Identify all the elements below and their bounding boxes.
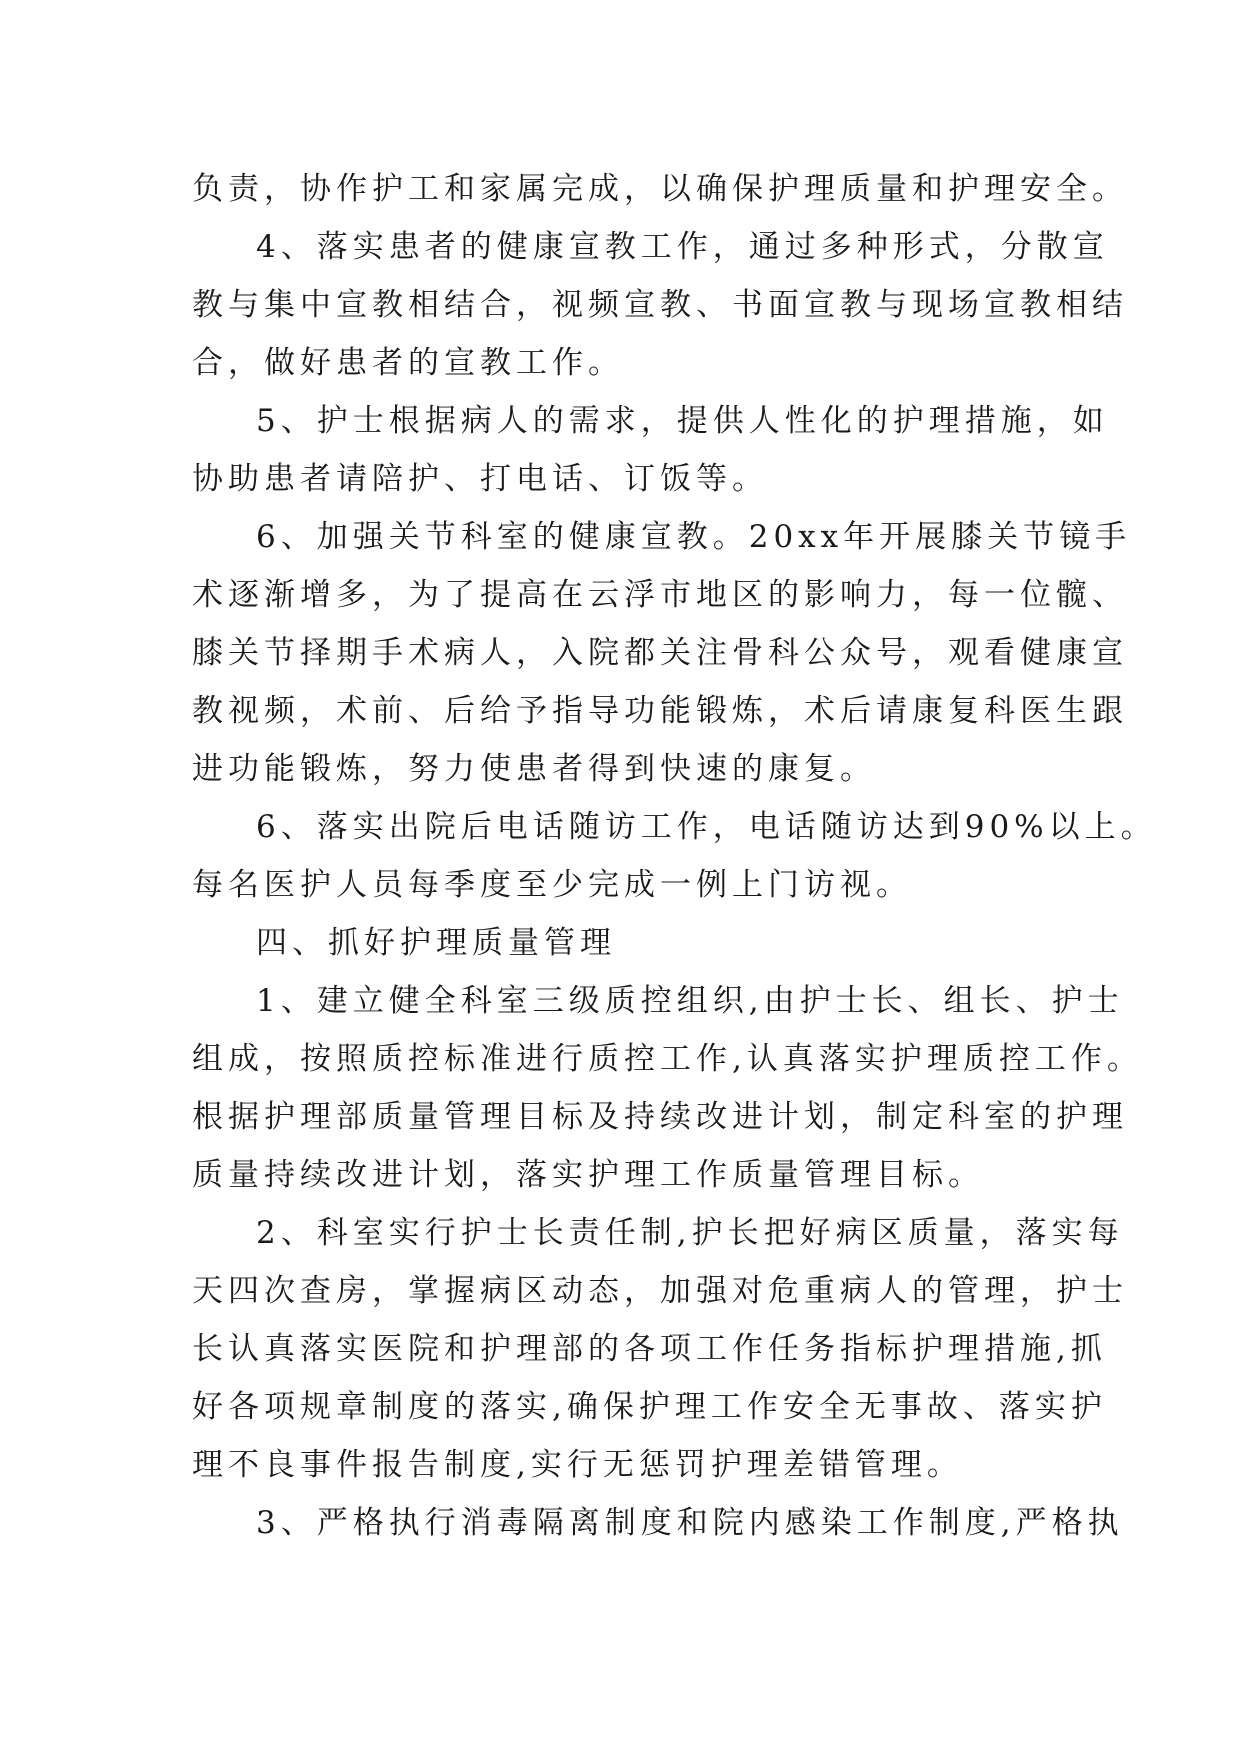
text-line: 教与集中宣教相结合，视频宣教、书面宣教与现场宣教相结: [192, 287, 1128, 323]
text-line: 长认真落实医院和护理部的各项工作任务指标护理措施,抓: [192, 1331, 1107, 1367]
text-line: 组成，按照质控标准进行质控工作,认真落实护理质控工作。: [192, 1041, 1143, 1077]
text-line: 术逐渐增多，为了提高在云浮市地区的影响力，每一位髋、: [192, 577, 1128, 613]
text-line: 好各项规章制度的落实,确保护理工作安全无事故、落实护: [192, 1389, 1107, 1425]
text-line: 协助患者请陪护、打电话、订饭等。: [192, 461, 768, 497]
text-line: 5、护士根据病人的需求，提供人性化的护理措施，如: [256, 403, 1109, 439]
text-line: 6、加强关节科室的健康宣教。20xx年开展膝关节镜手: [256, 519, 1132, 555]
text-line: 进功能锻炼，努力使患者得到快速的康复。: [192, 751, 876, 787]
text-line: 3、严格执行消毒隔离制度和院内感染工作制度,严格执: [256, 1505, 1124, 1541]
text-line: 天四次查房，掌握病区动态，加强对危重病人的管理，护士: [192, 1273, 1128, 1309]
text-line: 每名医护人员每季度至少完成一例上门访视。: [192, 867, 912, 903]
text-line: 2、科室实行护士长责任制,护长把好病区质量，落实每: [256, 1215, 1124, 1251]
text-line: 负责，协作护工和家属完成，以确保护理质量和护理安全。: [192, 171, 1128, 207]
text-line: 教视频，术前、后给予指导功能锻炼，术后请康复科医生跟: [192, 693, 1128, 729]
text-line: 质量持续改进计划，落实护理工作质量管理目标。: [192, 1157, 984, 1193]
section-heading: 四、抓好护理质量管理: [256, 925, 616, 961]
text-line: 根据护理部质量管理目标及持续改进计划，制定科室的护理: [192, 1099, 1128, 1135]
text-line: 理不良事件报告制度,实行无惩罚护理差错管理。: [192, 1447, 963, 1483]
document-body: [192, 160, 1157, 1552]
text-line: 4、落实患者的健康宣教工作，通过多种形式，分散宣: [256, 229, 1109, 265]
text-line: 合，做好患者的宣教工作。: [192, 345, 624, 381]
text-line: 膝关节择期手术病人，入院都关注骨科公众号，观看健康宣: [192, 635, 1128, 671]
text-line: 1、建立健全科室三级质控组织,由护士长、组长、护士: [256, 983, 1124, 1019]
text-line: 6、落实出院后电话随访工作，电话随访达到90%以上。: [256, 809, 1157, 845]
